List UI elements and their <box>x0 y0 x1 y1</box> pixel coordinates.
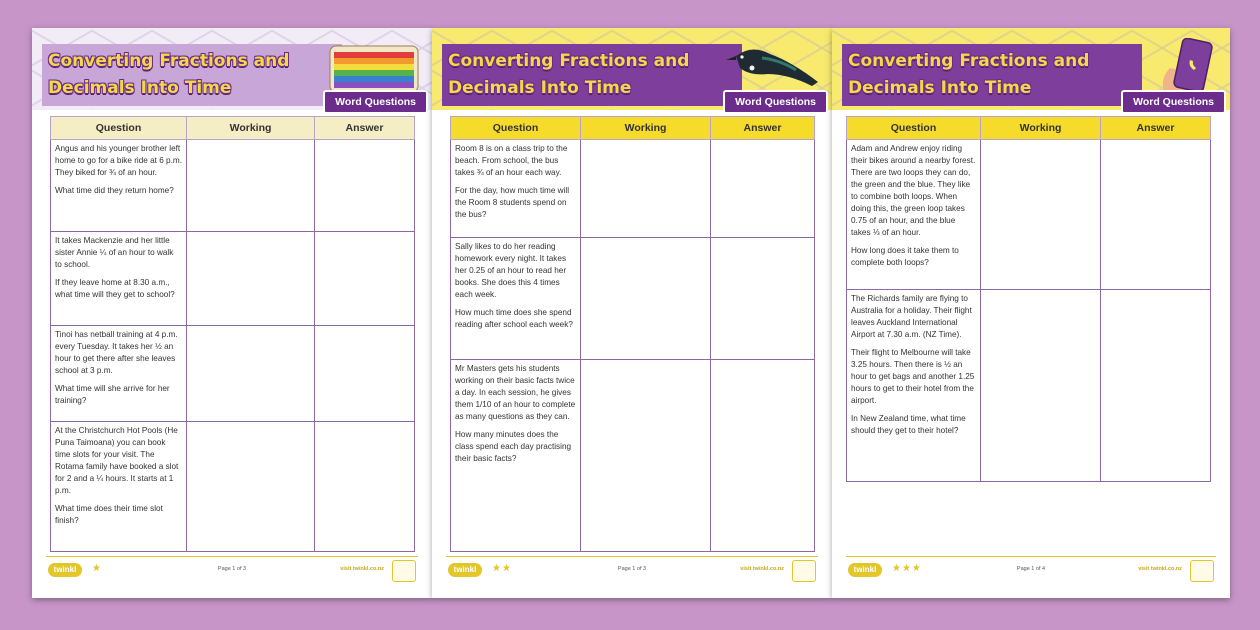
question-cell: The Richards family are flying to Australia for a holiday. Their flight leaves Auckland International Airport at 7.30 a.m. (NZ Time). Their flight to Melbourne will take 3.25 hours. Then there is ½ an hour to get bags and another 1.25 hours to get to their hotel from the airport. In New Zealand time, what time should they get to their hotel? <box>847 290 981 482</box>
answer-cell[interactable] <box>315 326 415 422</box>
worksheet-1 <box>32 28 432 598</box>
answer-cell[interactable] <box>711 140 815 238</box>
question-cell: Room 8 is on a class trip to the beach. From school, the bus takes ¾ of an hour each way. For the day, how much time will the Room 8 students spend on the bus? <box>451 140 581 238</box>
difficulty-stars: ★ <box>92 563 102 574</box>
quality-badge-icon <box>392 560 416 582</box>
question-cell: Sally likes to do her reading homework every night. It takes her 0.25 of an hour to read her books. She does this 4 times each week. How much time does she spend reading after school each week? <box>451 238 581 360</box>
column-header-answer: Answer <box>1101 117 1211 140</box>
page-number: Page 1 of 4 <box>1016 566 1046 572</box>
column-header-working: Working <box>581 117 711 140</box>
answer-cell[interactable] <box>711 360 815 552</box>
tui-bird-icon <box>722 38 826 96</box>
table-row <box>51 140 415 232</box>
worksheet-title: Converting Fractions and Decimals Into Time <box>48 51 290 98</box>
phone-in-hand-icon <box>1120 38 1224 96</box>
table-row <box>451 360 815 552</box>
working-cell[interactable] <box>187 326 315 422</box>
website-url[interactable]: visit twinkl.co.nz <box>740 566 784 572</box>
answer-cell[interactable] <box>315 140 415 232</box>
column-header-question: Question <box>847 117 981 140</box>
table-row <box>451 238 815 360</box>
website-url[interactable]: visit twinkl.co.nz <box>1138 566 1182 572</box>
answer-cell[interactable] <box>1101 140 1211 290</box>
questions-table <box>846 116 1211 482</box>
twinkl-logo: twinkl <box>848 563 882 577</box>
header-banner <box>432 28 832 110</box>
answer-cell[interactable] <box>315 422 415 552</box>
table-row <box>451 140 815 238</box>
worksheet-2 <box>432 28 832 598</box>
questions-table <box>50 116 415 552</box>
answer-cell[interactable] <box>711 238 815 360</box>
question-cell: Angus and his younger brother left home to go for a bike ride at 6 p.m. They biked for ¾ of an hour. What time did they return home? <box>51 140 187 232</box>
working-cell[interactable] <box>581 140 711 238</box>
page-footer <box>446 556 818 585</box>
working-cell[interactable] <box>187 232 315 326</box>
column-header-answer: Answer <box>315 117 415 140</box>
column-header-answer: Answer <box>711 117 815 140</box>
quality-badge-icon <box>1190 560 1214 582</box>
answer-cell[interactable] <box>315 232 415 326</box>
working-cell[interactable] <box>187 422 315 552</box>
quality-badge-icon <box>792 560 816 582</box>
rainbow-cake-icon <box>322 38 426 96</box>
working-cell[interactable] <box>981 290 1101 482</box>
column-header-working: Working <box>187 117 315 140</box>
header-banner <box>832 28 1230 110</box>
working-cell[interactable] <box>581 238 711 360</box>
question-cell: Mr Masters gets his students working on their basic facts twice a day. In each session, he gives them 1/10 of an hour to complete as many questions as they can. How many minutes does the class spend each day practising their basic facts? <box>451 360 581 552</box>
page-footer <box>846 556 1216 585</box>
working-cell[interactable] <box>981 140 1101 290</box>
table-row <box>51 422 415 552</box>
column-header-question: Question <box>51 117 187 140</box>
table-row <box>51 232 415 326</box>
page-footer <box>46 556 418 585</box>
questions-table <box>450 116 815 552</box>
worksheet-title: Converting Fractions and Decimals Into Time <box>448 51 690 98</box>
table-row <box>51 326 415 422</box>
website-url[interactable]: visit twinkl.co.nz <box>340 566 384 572</box>
question-cell: At the Christchurch Hot Pools (He Puna Taimoana) you can book time slots for your visit. The Rotama family have booked a slot for 2 and a ¼ hours. It starts at 1 p.m. What time does their time slot finish? <box>51 422 187 552</box>
working-cell[interactable] <box>581 360 711 552</box>
page-number: Page 1 of 3 <box>217 566 247 572</box>
word-questions-tag: Word Questions <box>1121 90 1226 114</box>
answer-cell[interactable] <box>1101 290 1211 482</box>
column-header-working: Working <box>981 117 1101 140</box>
worksheet-3 <box>832 28 1230 598</box>
working-cell[interactable] <box>187 140 315 232</box>
worksheet-title: Converting Fractions and Decimals Into Time <box>848 51 1090 98</box>
twinkl-logo: twinkl <box>448 563 482 577</box>
page-number: Page 1 of 3 <box>617 566 647 572</box>
table-row <box>847 140 1211 290</box>
twinkl-logo: twinkl <box>48 563 82 577</box>
question-cell: Tinoi has netball training at 4 p.m. every Tuesday. It takes her ½ an hour to get there after she leaves school at 3 p.m. What time will she arrive for her training? <box>51 326 187 422</box>
word-questions-tag: Word Questions <box>323 90 428 114</box>
difficulty-stars: ★★★ <box>892 563 922 574</box>
question-cell: Adam and Andrew enjoy riding their bikes around a nearby forest. There are two loops they can do, the green and the blue. They like to combine both loops. When doing this, the green loop takes 0.75 of an hour, and the blue takes ⅓ of an hour. How long does it take them to complete both loops? <box>847 140 981 290</box>
difficulty-stars: ★★ <box>492 563 512 574</box>
word-questions-tag: Word Questions <box>723 90 828 114</box>
header-banner <box>32 28 432 110</box>
table-row <box>847 290 1211 482</box>
column-header-question: Question <box>451 117 581 140</box>
question-cell: It takes Mackenzie and her little sister Annie ¼ of an hour to walk to school. If they leave home at 8.30 a.m., what time will they get to school? <box>51 232 187 326</box>
